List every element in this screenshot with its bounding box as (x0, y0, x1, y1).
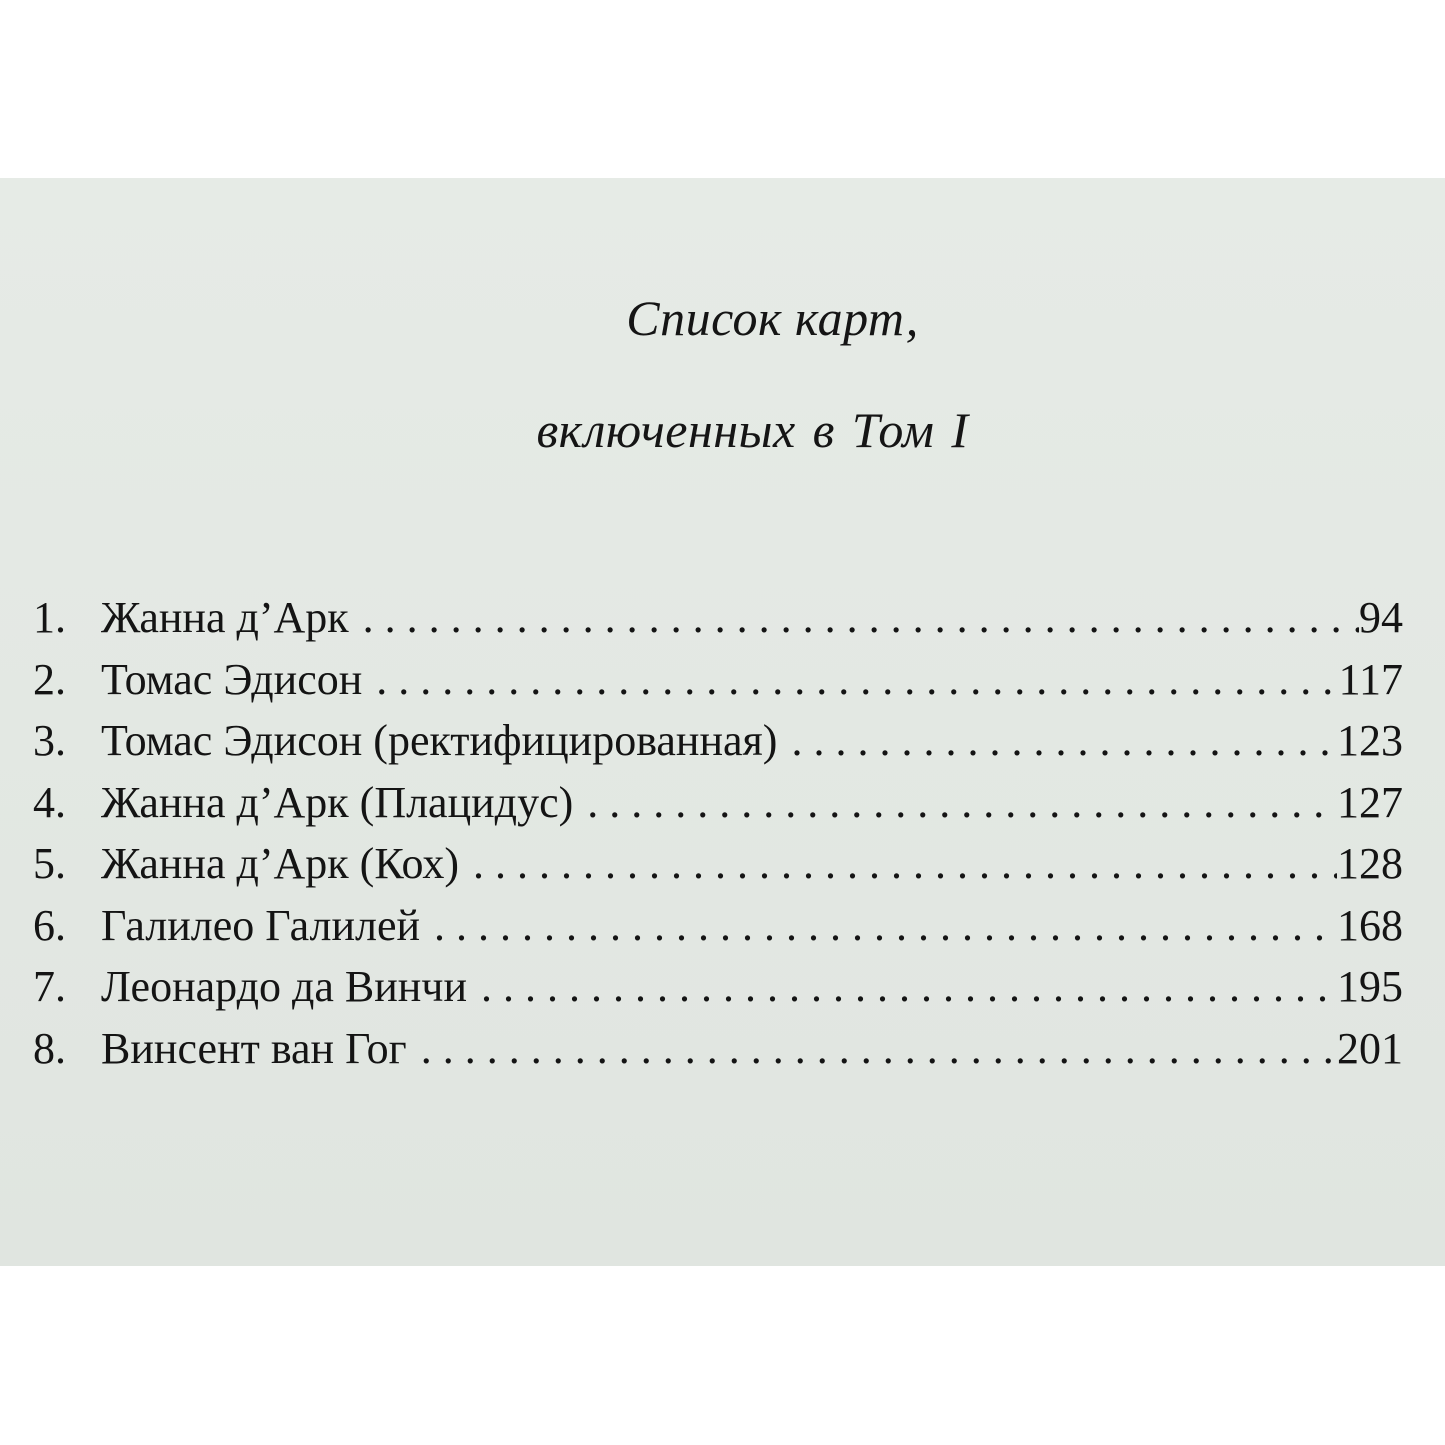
entry-number: 2. (33, 654, 66, 704)
page-subtitle: включенных в Том I (536, 402, 969, 458)
entry-number: 5. (33, 839, 66, 888)
entry-number: 3. (33, 716, 66, 765)
dot-leader (376, 649, 1338, 711)
toc-entry-7 (33, 956, 1403, 1018)
entry-number: 8. (33, 1023, 66, 1073)
entry-page-number: 94 (1359, 593, 1403, 642)
entry-title: Галилео Галилей (101, 900, 421, 950)
dot-leader (587, 772, 1337, 834)
toc-entry-6 (33, 895, 1403, 957)
entry-page-number: 123 (1337, 716, 1403, 765)
toc-entry-5 (33, 833, 1403, 895)
entry-title: Леонардо да Винчи (101, 962, 467, 1011)
page-title: Список карт, (626, 290, 919, 346)
dot-leader (421, 1018, 1337, 1080)
toc-entry-8 (33, 1018, 1403, 1080)
dot-leader (363, 587, 1359, 649)
entry-title: Жанна д’Арк (Плацидус) (101, 777, 574, 827)
entry-page-number: 168 (1337, 900, 1403, 950)
entry-page-number: 195 (1337, 962, 1403, 1011)
entry-page-number: 127 (1337, 777, 1403, 827)
dot-leader (473, 833, 1337, 895)
entry-title: Томас Эдисон (ректифицированная) (101, 716, 778, 765)
entry-title: Жанна д’Арк (Кох) (101, 839, 460, 888)
entry-title: Томас Эдисон (101, 654, 363, 704)
toc-entry-1 (33, 587, 1403, 649)
entry-page-number: 117 (1338, 654, 1403, 704)
dot-leader (434, 895, 1337, 957)
dot-leader (481, 956, 1337, 1018)
entry-number: 4. (33, 777, 66, 827)
table-of-contents (33, 587, 1403, 1079)
entry-number: 6. (33, 900, 66, 950)
entry-page-number: 128 (1337, 839, 1403, 888)
toc-entry-4 (33, 772, 1403, 834)
book-page-photo (0, 178, 1445, 1266)
entry-number: 1. (33, 593, 66, 642)
entry-title: Жанна д’Арк (101, 593, 349, 642)
dot-leader (791, 710, 1337, 772)
toc-entry-3 (33, 710, 1403, 772)
entry-page-number: 201 (1337, 1023, 1403, 1073)
entry-title: Винсент ван Гог (101, 1023, 407, 1073)
toc-entry-2 (33, 649, 1403, 711)
entry-number: 7. (33, 962, 66, 1011)
